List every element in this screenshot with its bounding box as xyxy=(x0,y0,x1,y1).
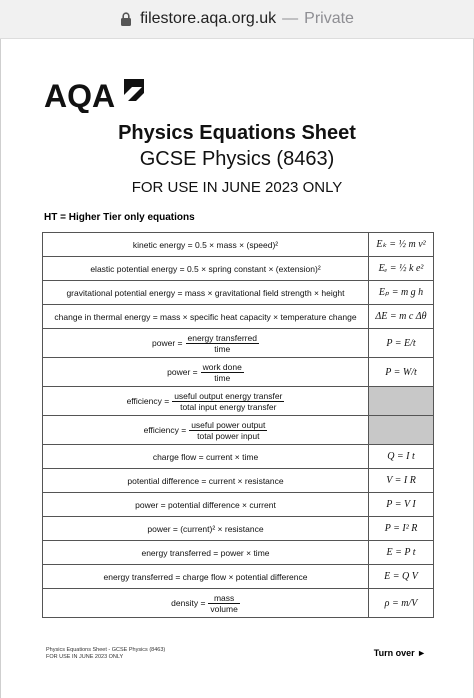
equation-fraction xyxy=(208,593,239,614)
equation-text xyxy=(43,329,369,358)
equation-symbol: Eₚ = m g h xyxy=(369,281,434,305)
equation-symbol: Eₖ = ½ m v² xyxy=(369,233,434,257)
equation-text xyxy=(43,416,369,445)
equation-fraction xyxy=(186,333,259,354)
page-subtitle: GCSE Physics (8463) xyxy=(139,148,335,170)
use-note: FOR USE IN JUNE 2023 ONLY xyxy=(131,179,343,196)
equation-row xyxy=(43,445,434,469)
fraction-numerator: work done xyxy=(202,361,242,372)
equation-row xyxy=(43,305,434,329)
equation-symbol: E = Q V xyxy=(369,565,434,589)
equation-text: elastic potential energy = 0.5 × spring constant × (extension)² xyxy=(43,257,369,281)
ht-note: HT = Higher Tier only equations xyxy=(44,212,195,223)
fraction-denominator: volume xyxy=(210,603,238,614)
equation-symbol: P = W/t xyxy=(369,358,434,387)
url-text: filestore.aqa.org.uk xyxy=(140,10,277,27)
equation-text xyxy=(43,358,369,387)
footer-line-1: Physics Equations Sheet - GCSE Physics (8463) xyxy=(46,647,166,653)
equation-symbol: E = P t xyxy=(369,541,434,565)
fraction-denominator: total power input xyxy=(197,430,260,441)
fraction-denominator: time xyxy=(214,372,231,383)
equation-row xyxy=(43,493,434,517)
equation-text: energy transferred = charge flow × potential difference xyxy=(43,565,369,589)
fraction-denominator: total input energy transfer xyxy=(180,401,277,412)
equation-row xyxy=(43,565,434,589)
equation-fraction xyxy=(189,420,267,441)
equation-row xyxy=(43,233,434,257)
fraction-numerator: mass xyxy=(208,593,239,604)
equation-lhs: efficiency = xyxy=(126,395,170,406)
equation-text: power = potential difference × current xyxy=(43,493,369,517)
equation-lhs: efficiency = xyxy=(143,424,187,435)
equation-text xyxy=(43,387,369,416)
equation-row xyxy=(43,589,434,618)
equation-row xyxy=(43,469,434,493)
equation-row xyxy=(43,416,434,445)
equation-row xyxy=(43,541,434,565)
lock-icon xyxy=(120,12,132,26)
equation-row xyxy=(43,387,434,416)
fraction-numerator: energy transferred xyxy=(187,332,257,343)
equation-text: energy transferred = power × time xyxy=(43,541,369,565)
equation-text: change in thermal energy = mass × specific heat capacity × temperature change xyxy=(43,305,369,329)
equation-row xyxy=(43,358,434,387)
page-title: Physics Equations Sheet xyxy=(118,122,356,144)
equation-lhs: power = xyxy=(167,366,198,377)
equation-text xyxy=(43,589,369,618)
equation-text: potential difference = current × resistance xyxy=(43,469,369,493)
equation-symbol: P = E/t xyxy=(369,329,434,358)
equations-table xyxy=(42,232,434,618)
equation-symbol: ρ = m/V xyxy=(369,589,434,618)
equation-fraction xyxy=(201,362,244,383)
footer-text xyxy=(46,647,165,661)
fraction-numerator: useful power output xyxy=(191,419,266,430)
turn-over-label: Turn over ► xyxy=(373,648,426,658)
empty-symbol-cell xyxy=(369,416,434,445)
equation-lhs: power = xyxy=(152,337,183,348)
equation-text: charge flow = current × time xyxy=(43,445,369,469)
equation-text: kinetic energy = 0.5 × mass × (speed)² xyxy=(43,233,369,257)
equation-symbol: Q = I t xyxy=(369,445,434,469)
url-separator: — xyxy=(282,10,299,27)
equation-row xyxy=(43,281,434,305)
svg-text:AQA: AQA xyxy=(44,78,116,113)
fraction-denominator: time xyxy=(214,343,231,354)
aqa-logo xyxy=(44,73,154,113)
equation-row xyxy=(43,329,434,358)
equation-symbol: P = V I xyxy=(369,493,434,517)
equation-lhs: density = xyxy=(171,597,206,608)
private-label: Private xyxy=(304,10,354,27)
equation-symbol: P = I² R xyxy=(369,517,434,541)
equation-row xyxy=(43,517,434,541)
fraction-numerator: useful output energy transfer xyxy=(174,390,283,401)
browser-url-bar[interactable] xyxy=(0,0,474,38)
document-page xyxy=(0,38,474,698)
equation-text: gravitational potential energy = mass × gravitational field strength × height xyxy=(43,281,369,305)
equation-symbol: ΔE = m c Δθ xyxy=(369,305,434,329)
equation-fraction xyxy=(172,391,284,412)
equation-text: power = (current)² × resistance xyxy=(43,517,369,541)
empty-symbol-cell xyxy=(369,387,434,416)
equation-row xyxy=(43,257,434,281)
equation-symbol: V = I R xyxy=(369,469,434,493)
equation-symbol: Eₑ = ½ k e² xyxy=(369,257,434,281)
footer-line-2: FOR USE IN JUNE 2023 ONLY xyxy=(46,654,124,660)
